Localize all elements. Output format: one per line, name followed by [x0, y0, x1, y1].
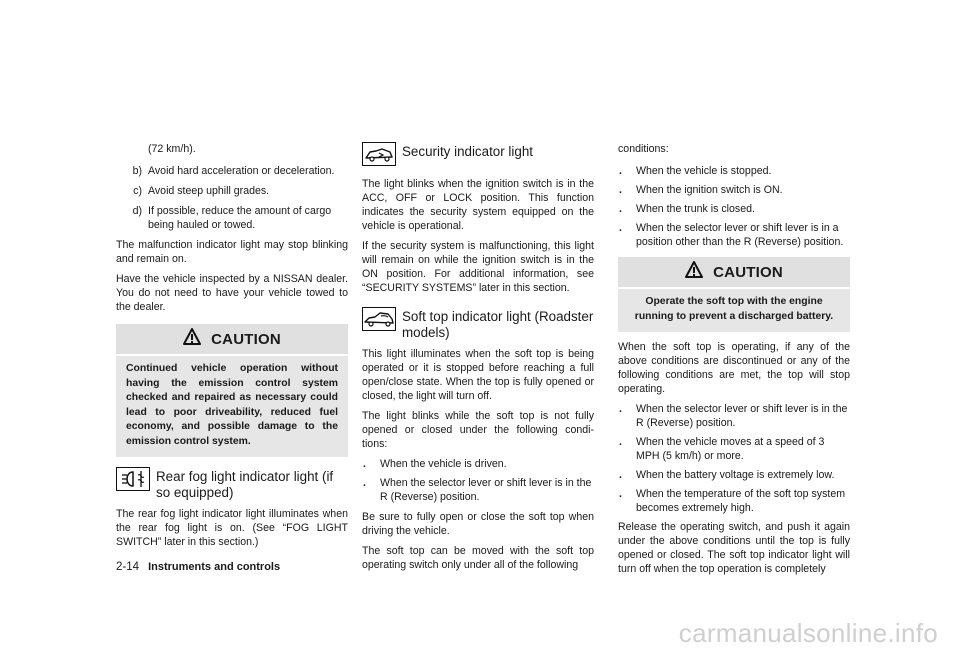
item-text: When the selector lever or shift lever is in the R (Reverse) position. [380, 477, 592, 503]
heading-text: Security indicator light [402, 144, 533, 159]
page-number: 2-14 [116, 561, 140, 573]
continued-text: conditions: [618, 143, 669, 155]
column-1 [116, 142, 348, 549]
item-text: When the ignition switch is ON. [636, 184, 783, 196]
item-label: c) [133, 185, 142, 197]
security-car-icon [362, 142, 396, 171]
item-text: If possible, reduce the amount of cargo being hauled or towed. [148, 205, 332, 231]
item-text: When the battery voltage is extremely low. [636, 469, 835, 481]
section-title: Instruments and controls [148, 561, 281, 573]
paragraph: Be sure to fully open or close the soft top when driving the vehicle. [362, 511, 594, 537]
caution-header [618, 257, 850, 289]
caution-box [116, 324, 348, 457]
list-item [116, 184, 348, 198]
caution-text: Continued vehicle operation without having the emission control system checked and repaired as necessary could lead to poor driveability, reduced fuel economy, and possible damage to the emission control system. [126, 363, 338, 447]
column-3 [618, 142, 850, 576]
item-text: When the selector lever or shift lever is in a position other than the R (Reverse) position. [636, 222, 844, 248]
caution-text: Operate the soft top with the engine running to prevent a discharged battery. [634, 296, 834, 322]
item-text: When the vehicle moves at a speed of 3 MPH (5 km/h) or more. [636, 436, 825, 462]
list-item [618, 487, 850, 515]
bullet-marker: . [619, 165, 622, 177]
bullet-marker: . [363, 477, 366, 489]
watermark: carmanualsonline.info [678, 618, 938, 648]
soft-top-car-icon [362, 307, 396, 336]
bullet-marker: . [619, 184, 622, 196]
list-item [362, 476, 594, 504]
bullet-marker: . [619, 436, 622, 448]
list-item [618, 402, 850, 430]
warning-triangle-icon [685, 261, 703, 283]
item-label: d) [132, 205, 142, 217]
list-item [618, 202, 850, 216]
paragraph: The soft top can be moved with the soft top operating switch only under all of the following [362, 545, 594, 571]
list-item [618, 183, 850, 197]
list-item [618, 164, 850, 178]
paragraph: The light blinks when the ignition switch is in the ACC, OFF or LOCK position. This function indicates the security system equipped on the vehicle is operational. [362, 178, 594, 232]
bullet-marker: . [619, 203, 622, 215]
caution-title: CAUTION [211, 330, 281, 348]
paragraph: When the soft top is operating, if any of the above conditions are discontinued or any of the following conditions are met, the top will stop operating. [618, 341, 850, 395]
continued-text: (72 km/h). [148, 143, 196, 155]
item-text: Avoid hard acceleration or deceleration. [148, 165, 335, 177]
paragraph: This light illuminates when the soft top is being operated or it is stopped before reaching a full open/close state. When the top is fully opened or closed, the light will turn off. [362, 348, 594, 402]
list-item [618, 435, 850, 463]
caution-title: CAUTION [713, 263, 783, 281]
warning-triangle-icon [183, 328, 201, 350]
paragraph: The rear fog light indicator light illuminates when the rear fog light is on. (See “FOG LIGHT SWITCH” later in this section.) [116, 508, 348, 548]
item-text: Avoid steep uphill grades. [148, 185, 270, 197]
item-text: When the temperature of the soft top system becomes extremely high. [636, 488, 846, 514]
bullet-marker: . [619, 469, 622, 481]
list-item [116, 204, 348, 232]
caution-box [618, 257, 850, 332]
bullet-marker: . [619, 488, 622, 500]
item-text: When the trunk is closed. [636, 203, 755, 215]
section-heading [362, 142, 594, 171]
item-text: When the selector lever or shift lever is in the R (Reverse) position. [636, 403, 848, 429]
paragraph: The malfunction indicator light may stop blinking and remain on. [116, 239, 348, 265]
heading-text: Rear fog light indicator light (if so equipped) [156, 469, 334, 500]
heading-text: Soft top indicator light (Roadster models) [402, 309, 594, 340]
section-heading [362, 307, 594, 341]
bullet-marker: . [363, 458, 366, 470]
caution-header [116, 324, 348, 356]
list-item [618, 221, 850, 249]
item-label: b) [132, 165, 142, 177]
list-item [362, 457, 594, 471]
paragraph: Release the operating switch, and push it again under the above conditions until the top is fully opened or closed. The soft top indicator light will turn off when the top operation is completely [618, 521, 850, 575]
rear-fog-light-icon [116, 467, 150, 496]
page-footer [116, 561, 280, 573]
bullet-marker: . [619, 403, 622, 415]
paragraph: Have the vehicle inspected by a NISSAN dealer. You do not need to have your vehicle towed to the dealer. [116, 273, 348, 313]
item-text: When the vehicle is driven. [380, 458, 507, 470]
column-2 [362, 142, 594, 572]
paragraph: If the security system is malfunctioning, this light will remain on while the ignition switch is in the ON position. For additional information, see “SECURITY SYSTEMS” later in this section. [362, 240, 594, 294]
list-item [116, 164, 348, 178]
bullet-marker: . [619, 222, 622, 234]
section-heading [116, 467, 348, 501]
list-item [618, 468, 850, 482]
item-text: When the vehicle is stopped. [636, 165, 772, 177]
paragraph: The light blinks while the soft top is not fully opened or closed under the following condi- tions: [362, 410, 594, 450]
